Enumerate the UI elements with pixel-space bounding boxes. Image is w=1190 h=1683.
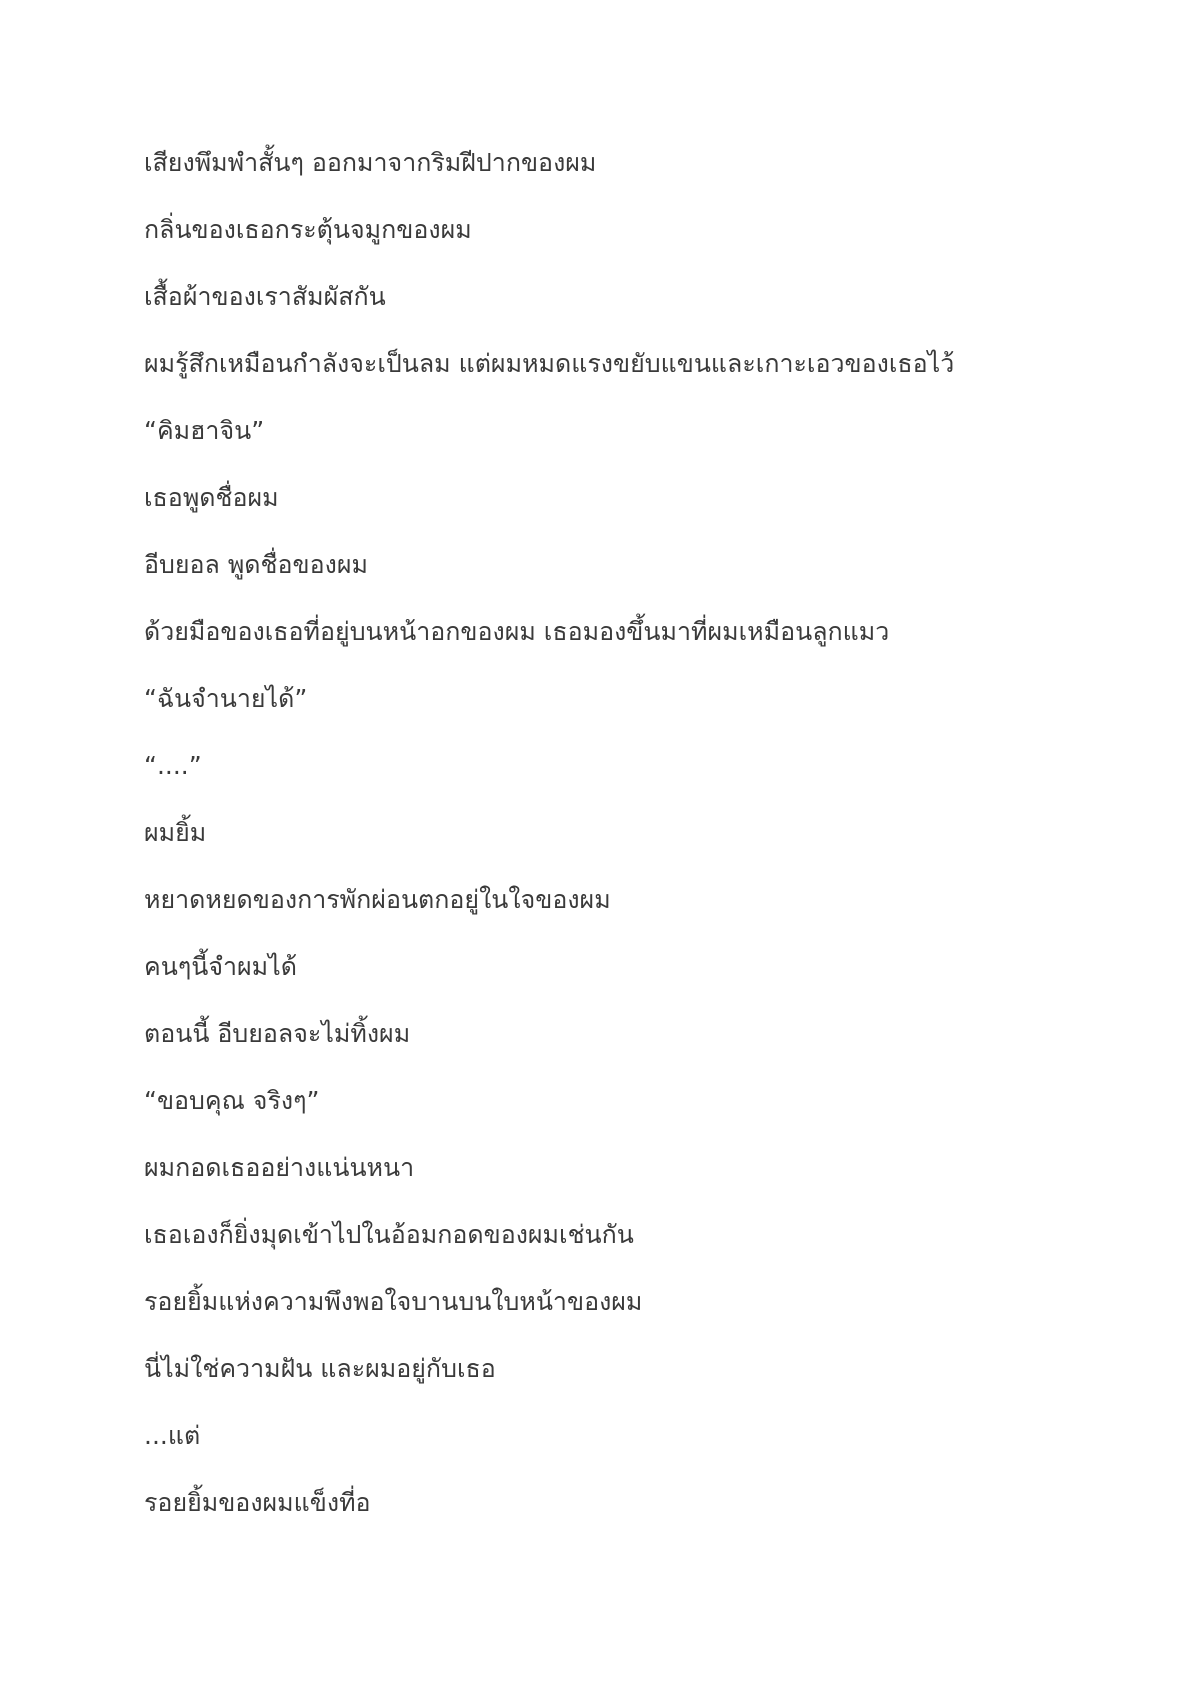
text-line: ผมยิ้ม	[144, 818, 207, 847]
text-line: “ขอบคุณ จริงๆ”	[144, 1086, 320, 1115]
text-line: คนๆนี้จำผมได้	[144, 952, 297, 981]
text-line: นี่ไม่ใช่ความฝัน และผมอยู่กับเธอ	[144, 1354, 496, 1383]
text-line: เธอพูดชื่อผม	[144, 483, 279, 512]
text-line: หยาดหยดของการพักผ่อนตกอยู่ในใจของผม	[144, 885, 611, 914]
text-line: ผมกอดเธออย่างแน่นหนา	[144, 1153, 415, 1182]
text-line: เสื้อผ้าของเราสัมผัสกัน	[144, 282, 386, 311]
text-line: “ฉันจำนายได้”	[144, 684, 308, 713]
text-line: ...แต่	[144, 1421, 201, 1450]
text-line: ด้วยมือของเธอที่อยู่บนหน้าอกของผม เธอมองขึ้นมาที่ผมเหมือนลูกแมว	[144, 617, 890, 646]
text-line: “....”	[144, 751, 202, 780]
story-text	[144, 146, 1144, 1553]
text-line: ผมรู้สึกเหมือนกำลังจะเป็นลม แต่ผมหมดแรงขยับแขนและเกาะเอวของเธอไว้	[144, 349, 955, 378]
text-line: กลิ่นของเธอกระตุ้นจมูกของผม	[144, 215, 472, 244]
text-line: ตอนนี้ อีบยอลจะไม่ทิ้งผม	[144, 1019, 411, 1048]
text-line: รอยยิ้มของผมแข็งที่อ	[144, 1488, 371, 1517]
text-line: “คิมฮาจิน”	[144, 416, 265, 445]
text-line: อีบยอล พูดชื่อของผม	[144, 550, 368, 579]
text-line: เสียงพึมพำสั้นๆ ออกมาจากริมฝีปากของผม	[144, 148, 597, 177]
text-line: รอยยิ้มแห่งความพึงพอใจบานบนใบหน้าของผม	[144, 1287, 643, 1316]
text-line: เธอเองก็ยิ่งมุดเข้าไปในอ้อมกอดของผมเช่นกัน	[144, 1220, 634, 1249]
